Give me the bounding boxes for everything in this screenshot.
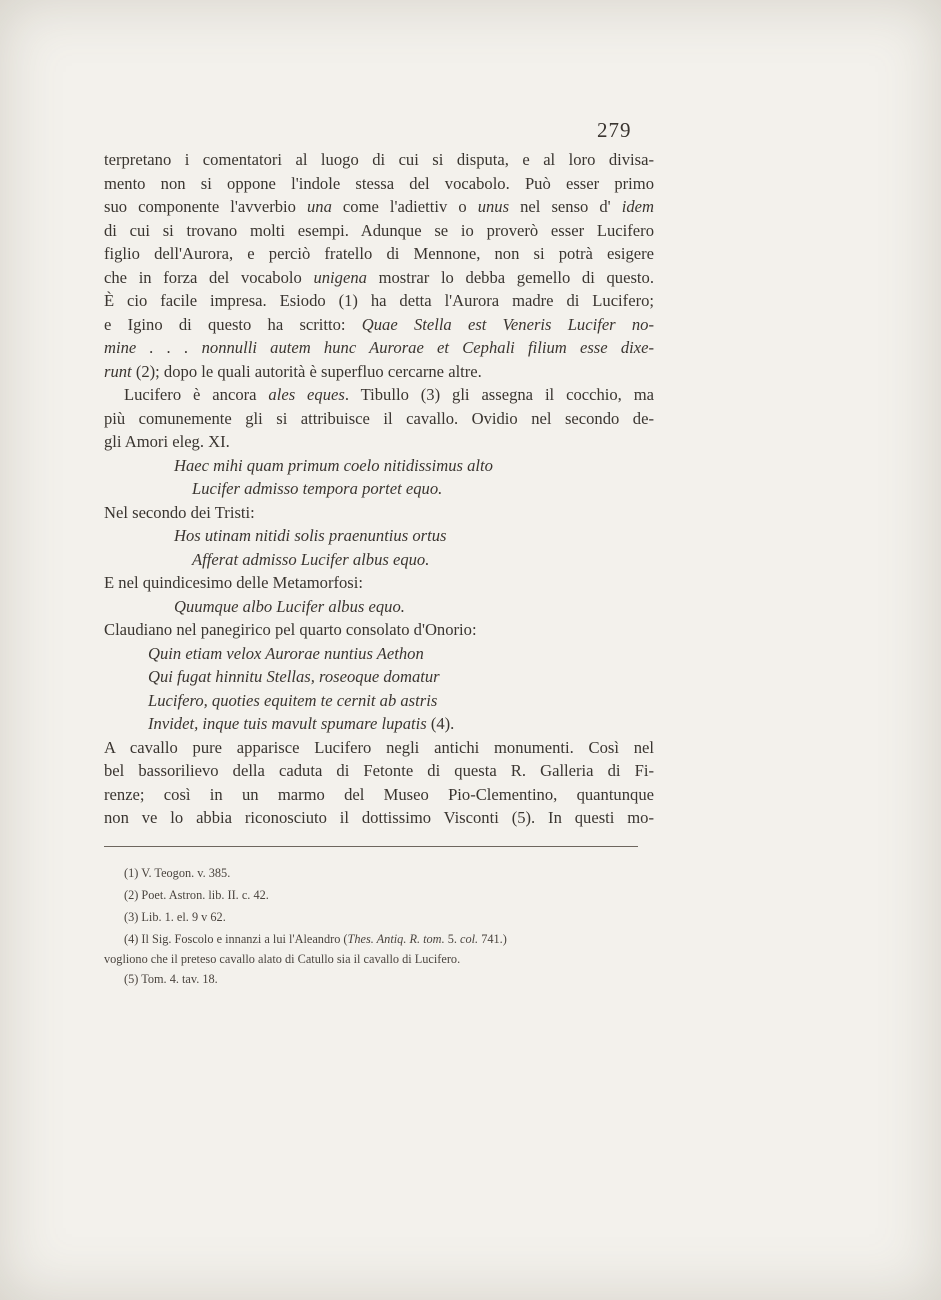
text-line: non ve lo abbia riconosciuto il dottissimo Visconti (5). In questi mo- [104,808,654,827]
verse-line: Quin etiam velox Aurorae nuntius Aethon [148,643,424,663]
text-line: E nel quindicesimo delle Metamorfosi: [104,573,363,592]
text-line: mento non si oppone l'indole stessa del vocabolo. Può esser primo [104,173,654,193]
footnote: (1) V. Teogon. v. 385. [124,866,231,880]
text-line: e Igino di questo ha scritto: Quae Stella est Veneris Lucifer no- [104,314,654,334]
text-line: renze; così in un marmo del Museo Pio-Clementino, quantunque [104,784,654,804]
verse-line: Lucifero, quoties equitem te cernit ab astris [148,690,438,710]
text-line: A cavallo pure apparisce Lucifero negli antichi monumenti. Così nel [104,737,654,757]
verse-line: Hos utinam nitidi solis praenuntius ortus [174,526,447,545]
text-line: di cui si trovano molti esempi. Adunque se io proverò esser Lucifero [104,220,654,240]
verse-line: Afferat admisso Lucifer albus equo. [192,549,430,569]
page-number: 279 [597,118,632,142]
verse-line: Haec mihi quam primum coelo nitidissimus alto [174,455,493,475]
footnotes [104,862,664,990]
footnote: (2) Poet. Astron. lib. II. c. 42. [124,888,269,902]
body-text [104,148,654,830]
verse-line: Invidet, inque tuis mavult spumare lupatis (4). [148,714,455,733]
text-line: Lucifero è ancora ales eques. Tibullo (3) gli assegna il cocchio, ma [124,385,654,404]
footnote-continuation: vogliono che il preteso cavallo alato di Catullo sia il cavallo di Lucifero. [104,952,461,966]
text-line: runt (2); dopo le quali autorità è superfluo cercarne altre. [104,361,482,381]
footnote: (5) Tom. 4. tav. 18. [124,972,218,986]
verse-line: Quumque albo Lucifer albus equo. [174,596,405,616]
text-line: bel bassorilievo della caduta di Fetonte di questa R. Galleria di Fi- [104,761,654,780]
text-line: più comunemente gli si attribuisce il cavallo. Ovidio nel secondo de- [104,408,654,428]
footnote-divider [104,846,638,847]
text-line: gli Amori eleg. XI. [104,432,230,451]
text-line: suo componente l'avverbio una come l'adiettiv o unus nel senso d' idem [104,197,654,216]
text-line: Claudiano nel panegirico pel quarto consolato d'Onorio: [104,620,477,639]
text-line: terpretano i comentatori al luogo di cui si disputa, e al loro divisa- [104,150,654,169]
text-line: Nel secondo dei Tristi: [104,502,255,522]
footnote: (4) Il Sig. Foscolo e innanzi a lui l'Aleandro (Thes. Antiq. R. tom. 5. col. 741.) [124,932,507,946]
text-line: mine . . . nonnulli autem hunc Aurorae et Cephali filium esse dixe- [104,338,654,357]
verse-line: Lucifer admisso tempora portet equo. [192,479,443,498]
footnote: (3) Lib. 1. el. 9 v 62. [124,910,226,924]
verse-line: Qui fugat hinnitu Stellas, roseoque domatur [148,667,440,686]
text-line: che in forza del vocabolo unigena mostrar lo debba gemello di questo. [104,267,654,287]
text-line: È cio facile impresa. Esiodo (1) ha detta l'Aurora madre di Lucifero; [104,291,654,310]
text-line: figlio dell'Aurora, e perciò fratello di Mennone, non si potrà esigere [104,244,654,263]
